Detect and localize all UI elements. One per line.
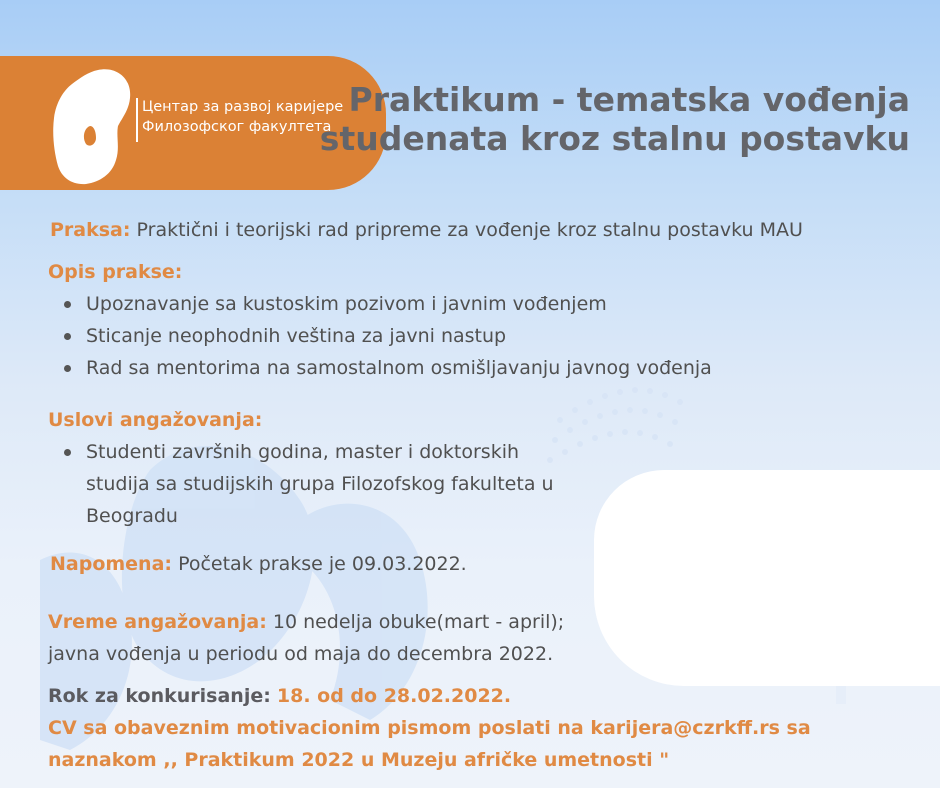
white-panel [594,470,940,686]
vreme-label: Vreme angažovanja: [48,611,267,633]
vreme-text-1: 10 nedelja obuke(mart - april); [272,611,565,633]
cv-line-2: naznakom ,, Praktikum 2022 u Muzeju afričke umetnosti " [48,749,670,771]
praksa-text: Praktični i teorijski rad pripreme za vođenje kroz stalnu postavku MAU [136,219,803,241]
list-item: Studenti završnih godina, master i doktorskih studija sa studijskih grupa Filozofskog fakulteta u Beogradu [48,436,556,532]
vreme-text-2: javna vođenja u periodu od maja do decembra 2022. [48,643,554,665]
list-item: Upoznavanje sa kustoskim pozivom i javnim vođenjem [48,288,712,320]
thinker-figure-icon [46,64,136,186]
napomena-text: Početak prakse je 09.03.2022. [178,553,467,575]
logo-divider [136,98,138,142]
rok-dates: 18. od do 28.02.2022. [276,685,512,707]
title-line-2: studenata kroz stalnu postavku [319,119,910,158]
praksa-label: Praksa: [50,219,131,241]
logo-line-2: Филозофског факултета [142,119,332,135]
praksa-row [50,214,803,246]
list-item: Rad sa mentorima na samostalnom osmišljavanju javnog vođenja [48,352,712,384]
uslovi-list [48,436,556,532]
uslovi-section [48,404,556,532]
opis-list [48,288,712,384]
logo-line-1: Центар за развој каријере [142,99,344,115]
title-line-1: Praktikum - tematska vođenja [348,80,910,119]
napomena-row [50,548,467,580]
rok-section [48,680,811,776]
rok-label: Rok za konkurisanje: [48,685,271,707]
opis-section [48,256,712,384]
cv-line-1: CV sa obaveznim motivacionim pismom poslati na karijera@czrkff.rs sa [48,717,811,739]
napomena-label: Napomena: [50,553,173,575]
page-title [320,80,910,158]
vreme-section [48,606,564,670]
uslovi-label: Uslovi angažovanja: [48,409,263,431]
logo-text [142,97,343,137]
opis-label: Opis prakse: [48,261,183,283]
list-item: Sticanje neophodnih veština za javni nastup [48,320,712,352]
